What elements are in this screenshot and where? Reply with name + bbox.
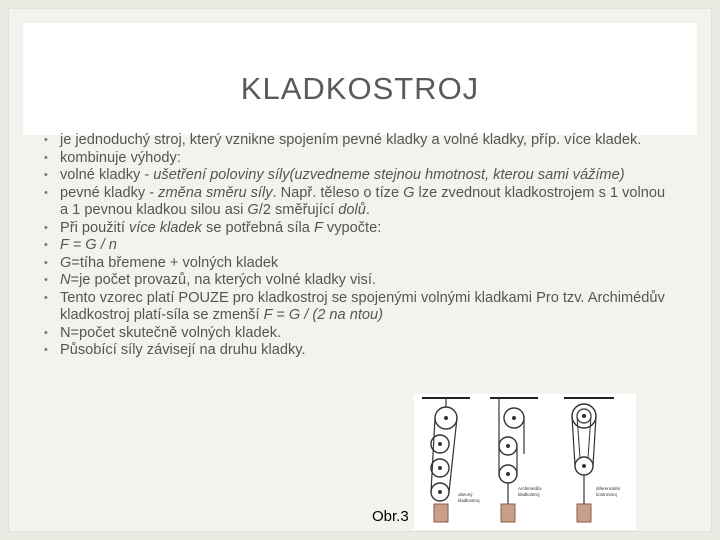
pulley-diagram-figure	[414, 394, 636, 530]
bullet-text: více kladek	[128, 219, 202, 236]
pulley-system-3	[564, 398, 621, 522]
bullet-text: N	[60, 272, 71, 288]
bullet-text: .	[365, 202, 370, 218]
bullet-text: =je počet provazů, na kterých volné kladky visí.	[70, 272, 376, 288]
bullet-text: =tíha břemene + volných kladek	[71, 254, 279, 271]
bullet-text: volné kladky -	[60, 167, 154, 183]
bullet-text: . Např. těleso o tíze	[272, 184, 404, 201]
bullet-text: pevné kladky -	[60, 184, 159, 201]
bullet-item	[44, 185, 668, 220]
bullet-text: kombinuje výhody:	[60, 149, 181, 166]
bullet-item	[44, 290, 668, 325]
bullet-item	[44, 325, 668, 343]
pulley-system-1	[422, 398, 480, 522]
bullet-item	[44, 150, 668, 168]
bullet-text: G	[403, 184, 415, 201]
fig-label-2a: Archimédův	[518, 486, 542, 491]
title-box	[23, 23, 697, 135]
bullet-text: dolů	[338, 202, 366, 218]
bullet-text: Při použití	[60, 219, 129, 236]
bullet-item	[44, 342, 668, 360]
fig-label-2b: kladkostroj	[518, 492, 540, 497]
fig-label-1a: obecný	[458, 492, 473, 497]
bullet-text: N=počet skutečně volných kladek.	[60, 324, 282, 341]
bullet-text: změna směru síly	[158, 184, 273, 201]
bullet-text: Působící síly závisejí na druhu kladky.	[60, 342, 306, 358]
bullet-text: F = G / n	[60, 237, 117, 253]
bullet-text: G	[60, 254, 72, 271]
bullet-text: je jednoduchý stroj, který vznikne spojením pevné kladky a volné kladky, příp. více kladek.	[60, 132, 642, 148]
bullet-text: ušetření poloviny síly(uzvedneme stejnou hmotnost, kterou sami vážíme)	[153, 167, 625, 183]
bullet-text: Tento vzorec platí POUZE pro kladkostroj se spojenými volnými kladkami Pro tzv. Archimédův kladkostroj platí-síla se zmenší	[60, 289, 665, 323]
bullet-text: se potřebná síla	[201, 219, 314, 236]
bullet-item	[44, 272, 668, 290]
bullet-item	[44, 237, 668, 255]
bullet-text: lze zvednout kladkostrojem s 1 volnou a 1 pevnou kladkou silou asi	[60, 184, 666, 218]
figure-caption: Obr.3	[372, 508, 409, 525]
fig-label-3b: kostrostroj	[596, 492, 617, 497]
pulley-diagram	[414, 394, 636, 530]
bullet-text: /2 směřující	[258, 202, 339, 218]
pulley-system-2	[490, 398, 543, 522]
fig-label-1b: kladkostroj	[458, 498, 480, 503]
bullet-item	[44, 255, 668, 273]
bullet-list	[44, 132, 668, 360]
slide-title: KLADKOSTROJ	[240, 71, 480, 106]
bullet-text: F	[313, 219, 323, 236]
bullet-text: vypočte:	[322, 219, 382, 236]
bullet-item	[44, 132, 668, 150]
bullet-text: F = G / (2 na ntou)	[263, 307, 383, 323]
bullet-item	[44, 167, 668, 185]
bullet-text: G	[247, 202, 259, 218]
fig-label-3a: diferenciální	[596, 486, 621, 491]
bullet-item	[44, 220, 668, 238]
